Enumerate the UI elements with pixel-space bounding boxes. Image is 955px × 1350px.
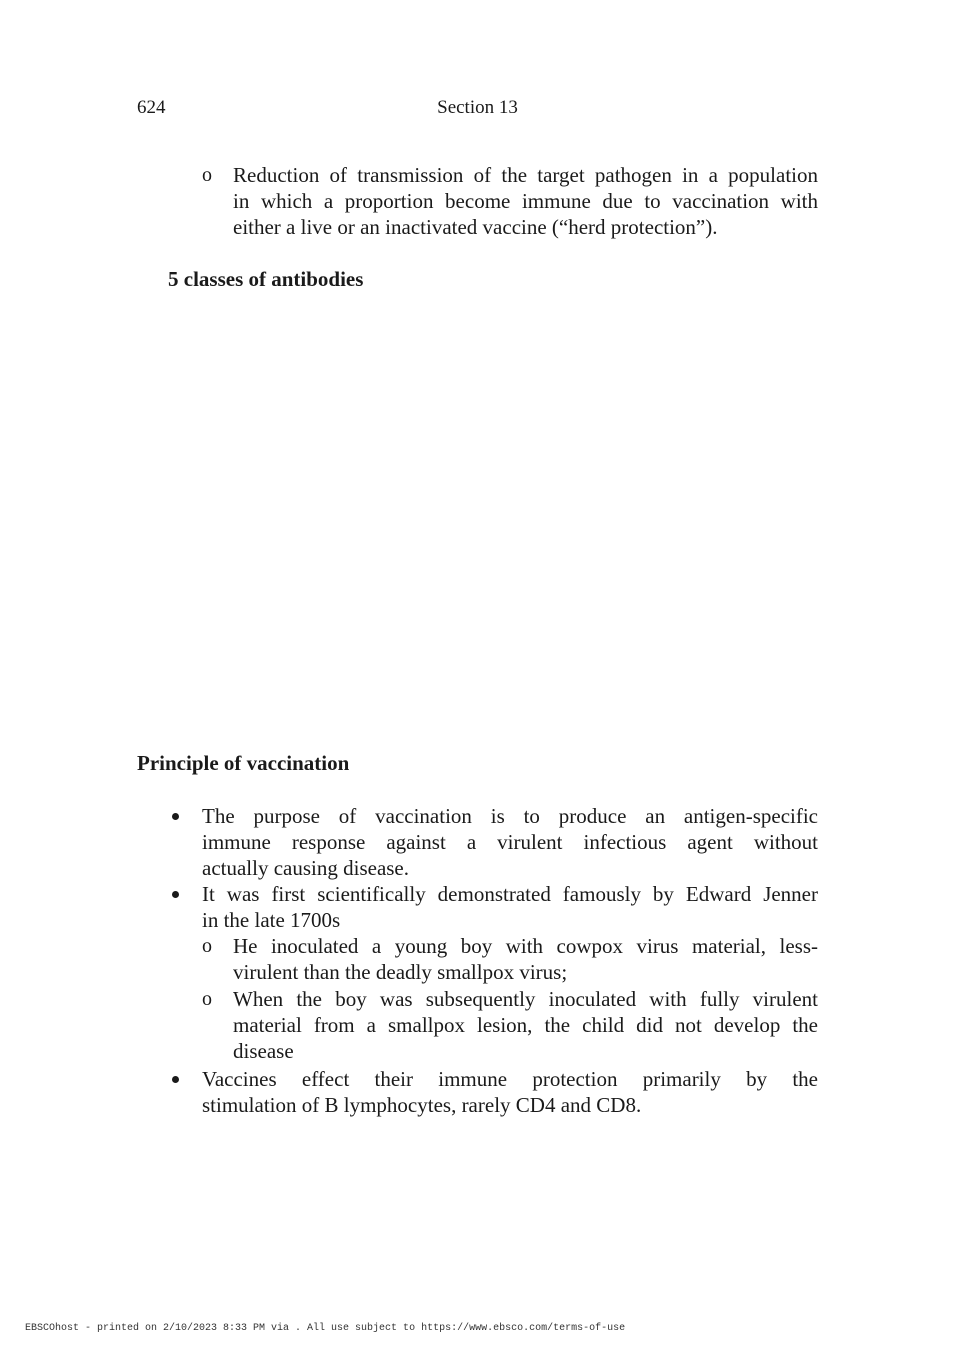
page-number: 624 bbox=[137, 97, 166, 118]
bullet-dot bbox=[172, 813, 179, 820]
antibodies-heading: 5 classes of antibodies bbox=[168, 267, 364, 291]
circle-bullet-marker: o bbox=[202, 988, 212, 1010]
cowpox-line-1: He inoculated a young boy with cowpox virus material, less- bbox=[233, 934, 818, 958]
purpose-line-2: immune response against a virulent infectious agent without bbox=[202, 830, 818, 854]
herd-protection-text bbox=[233, 162, 818, 240]
smallpox-line-3: disease bbox=[233, 1039, 294, 1063]
bullet-dot bbox=[172, 1076, 179, 1083]
bullet-purpose bbox=[202, 803, 818, 881]
herd-line-1: Reduction of transmission of the target pathogen in a population bbox=[233, 163, 818, 187]
jenner-line-2: in the late 1700s bbox=[202, 908, 341, 932]
bullet-dot bbox=[172, 891, 179, 898]
purpose-line-3: actually causing disease. bbox=[202, 856, 410, 880]
herd-line-3: either a live or an inactivated vaccine (“herd protection”). bbox=[233, 215, 718, 239]
circle-bullet-marker: o bbox=[202, 935, 212, 957]
herd-line-2: in which a proportion become immune due to vaccination with bbox=[233, 189, 818, 213]
bullet-jenner bbox=[202, 881, 818, 933]
lymph-line-2: stimulation of B lymphocytes, rarely CD4 and CD8. bbox=[202, 1093, 642, 1117]
smallpox-line-2: material from a smallpox lesion, the child did not develop the bbox=[233, 1013, 818, 1037]
jenner-line-1: It was first scientifically demonstrated famously by Edward Jenner bbox=[202, 882, 818, 906]
lymph-line-1: Vaccines effect their immune protection primarily by the bbox=[202, 1067, 818, 1091]
purpose-line-1: The purpose of vaccination is to produce an antigen-specific bbox=[202, 804, 818, 828]
ebsco-footer: EBSCOhost - printed on 2/10/2023 8:33 PM via . All use subject to https://www.ebsco.com/terms-of-use bbox=[25, 1323, 626, 1334]
bullet-b-lymphocytes bbox=[202, 1066, 818, 1118]
cowpox-line-2: virulent than the deadly smallpox virus; bbox=[233, 960, 568, 984]
smallpox-line-1: When the boy was subsequently inoculated with fully virulent bbox=[233, 987, 818, 1011]
principle-heading: Principle of vaccination bbox=[137, 751, 350, 775]
sub-cowpox bbox=[233, 933, 818, 985]
circle-bullet-marker: o bbox=[202, 164, 212, 186]
running-head-section: Section 13 bbox=[437, 97, 518, 118]
sub-smallpox bbox=[233, 986, 818, 1064]
